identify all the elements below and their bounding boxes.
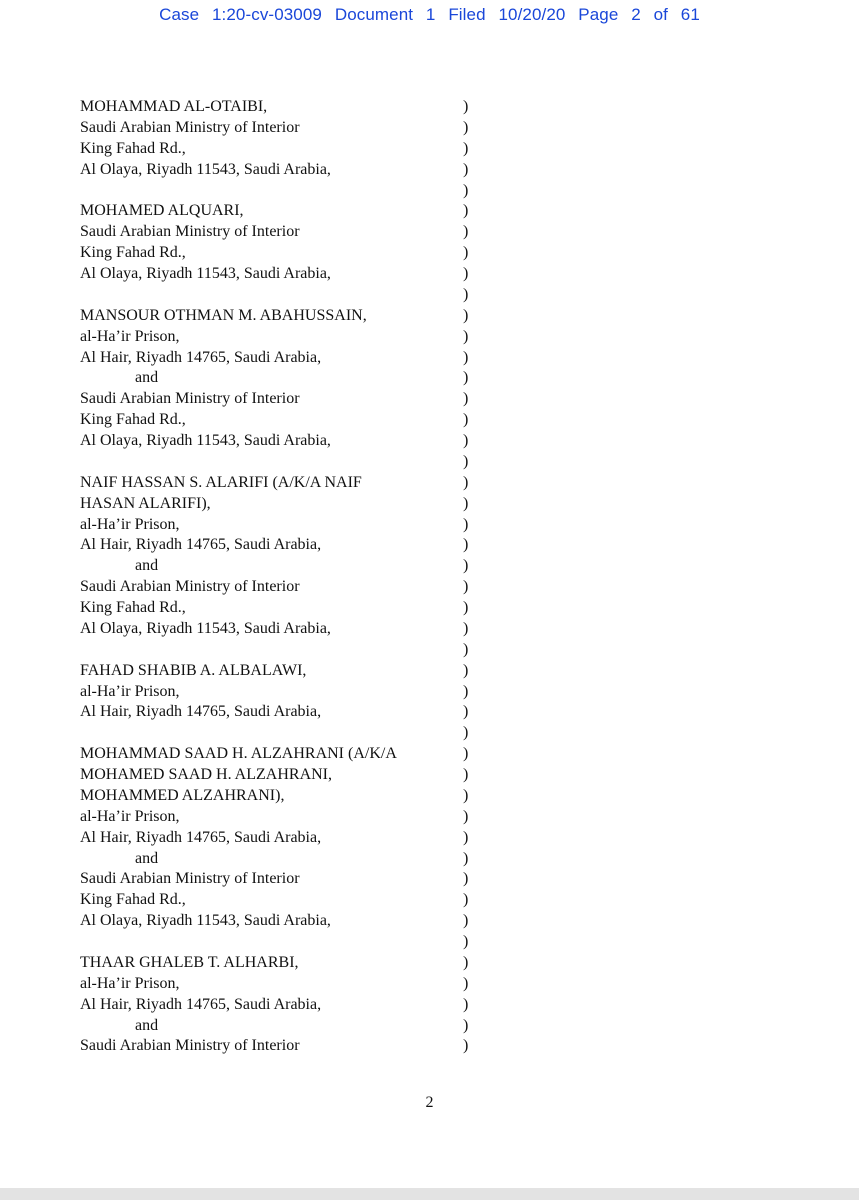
caption-line bbox=[80, 535, 469, 556]
caption-paren: ) bbox=[463, 327, 469, 345]
caption-text: al-Ha’ir Prison, bbox=[80, 974, 180, 992]
caption-text: Al Olaya, Riyadh 11543, Saudi Arabia, bbox=[80, 160, 331, 178]
caption-line bbox=[80, 974, 469, 995]
caption-text: Saudi Arabian Ministry of Interior bbox=[80, 223, 300, 241]
caption-text: al-Ha’ir Prison, bbox=[80, 327, 180, 345]
caption-line bbox=[80, 661, 469, 682]
footer-bar bbox=[0, 1188, 859, 1200]
caption-paren: ) bbox=[463, 223, 469, 241]
filed-date: Filed 10/20/20 bbox=[448, 5, 566, 24]
caption-line bbox=[80, 1016, 469, 1037]
caption-line bbox=[80, 765, 469, 786]
caption-text: MOHAMED SAAD H. ALZAHRANI, bbox=[80, 766, 332, 783]
caption-text: and bbox=[135, 1016, 159, 1034]
caption-line bbox=[80, 723, 469, 744]
caption-line bbox=[80, 264, 469, 285]
caption-text: King Fahad Rd., bbox=[80, 891, 186, 909]
caption-paren: ) bbox=[463, 870, 469, 888]
caption-text: MANSOUR OTHMAN M. ABAHUSSAIN, bbox=[80, 306, 367, 324]
caption-line bbox=[80, 556, 469, 577]
caption-paren: ) bbox=[463, 515, 469, 533]
caption-paren: ) bbox=[463, 285, 469, 303]
caption-paren: ) bbox=[463, 849, 469, 867]
caption-paren: ) bbox=[463, 578, 469, 596]
caption-line bbox=[80, 285, 469, 306]
caption-line bbox=[80, 1036, 469, 1057]
caption-paren: ) bbox=[463, 703, 469, 721]
page-number: 2 bbox=[425, 1094, 434, 1111]
caption-line bbox=[80, 201, 469, 222]
caption-text: Al Olaya, Riyadh 11543, Saudi Arabia, bbox=[80, 619, 331, 637]
caption-paren: ) bbox=[463, 181, 469, 199]
caption-paren: ) bbox=[463, 724, 469, 742]
caption-line bbox=[80, 515, 469, 536]
caption-paren: ) bbox=[463, 953, 469, 971]
caption-text: Al Olaya, Riyadh 11543, Saudi Arabia, bbox=[80, 912, 331, 930]
caption-text: King Fahad Rd., bbox=[80, 411, 186, 429]
caption-paren: ) bbox=[463, 160, 469, 178]
caption-line bbox=[80, 327, 469, 348]
caption-line bbox=[80, 598, 469, 619]
caption-text: and bbox=[135, 849, 159, 867]
caption-text: al-Ha’ir Prison, bbox=[80, 682, 180, 700]
caption-paren: ) bbox=[463, 244, 469, 262]
caption-paren: ) bbox=[463, 912, 469, 930]
caption-paren: ) bbox=[463, 933, 469, 950]
caption-paren: ) bbox=[463, 306, 469, 324]
caption-paren: ) bbox=[463, 536, 469, 554]
caption-line bbox=[80, 953, 469, 974]
caption-paren: ) bbox=[463, 390, 469, 408]
caption-line bbox=[80, 494, 469, 515]
caption-text: HASAN ALARIFI), bbox=[80, 494, 211, 512]
caption-paren: ) bbox=[463, 682, 469, 700]
caption-text: MOHAMMAD AL-OTAIBI, bbox=[80, 98, 268, 115]
caption-paren: ) bbox=[463, 118, 469, 136]
caption-paren: ) bbox=[463, 1037, 469, 1055]
caption-paren: ) bbox=[463, 640, 469, 658]
caption-paren: ) bbox=[463, 995, 469, 1013]
caption-text: Saudi Arabian Ministry of Interior bbox=[80, 870, 300, 888]
caption-text: Al Olaya, Riyadh 11543, Saudi Arabia, bbox=[80, 432, 331, 449]
caption-line bbox=[80, 890, 469, 911]
caption-paren: ) bbox=[463, 599, 469, 616]
caption-text: al-Ha’ir Prison, bbox=[80, 807, 180, 825]
caption-paren: ) bbox=[463, 369, 469, 387]
caption-line bbox=[80, 348, 469, 369]
caption-line bbox=[80, 473, 469, 494]
caption-line bbox=[80, 368, 469, 389]
caption-paren: ) bbox=[463, 661, 469, 679]
caption-text: NAIF HASSAN S. ALARIFI (A/K/A NAIF bbox=[80, 473, 362, 491]
caption-body bbox=[80, 97, 469, 1057]
caption-text: Al Hair, Riyadh 14765, Saudi Arabia, bbox=[80, 995, 322, 1013]
caption-line bbox=[80, 452, 469, 473]
caption-paren: ) bbox=[463, 557, 469, 575]
caption-paren: ) bbox=[463, 265, 469, 282]
caption-line bbox=[80, 619, 469, 640]
caption-text: MOHAMMAD SAAD H. ALZAHRANI (A/K/A bbox=[80, 745, 397, 763]
caption-line bbox=[80, 640, 469, 661]
caption-text: Saudi Arabian Ministry of Interior bbox=[80, 578, 300, 596]
caption-line bbox=[80, 849, 469, 870]
caption-line bbox=[80, 702, 469, 723]
caption-text: King Fahad Rd., bbox=[80, 244, 186, 262]
caption-text: King Fahad Rd., bbox=[80, 599, 186, 616]
caption-paren: ) bbox=[463, 619, 469, 637]
caption-text: King Fahad Rd., bbox=[80, 139, 186, 157]
caption-text: Saudi Arabian Ministry of Interior bbox=[80, 118, 300, 136]
caption-line bbox=[80, 786, 469, 807]
caption-line bbox=[80, 222, 469, 243]
caption-text: and bbox=[135, 369, 159, 387]
caption-line bbox=[80, 911, 469, 932]
caption-paren: ) bbox=[463, 494, 469, 512]
caption-paren: ) bbox=[463, 348, 469, 366]
caption-paren: ) bbox=[463, 786, 469, 804]
caption-paren: ) bbox=[463, 1016, 469, 1034]
caption-line bbox=[80, 932, 469, 953]
caption-text: Al Olaya, Riyadh 11543, Saudi Arabia, bbox=[80, 265, 331, 282]
caption-line bbox=[80, 97, 469, 118]
caption-text: THAAR GHALEB T. ALHARBI, bbox=[80, 953, 299, 971]
caption-text: Al Hair, Riyadh 14765, Saudi Arabia, bbox=[80, 703, 322, 721]
document-number: Document 1 bbox=[334, 5, 436, 24]
caption-text: MOHAMED ALQUARI, bbox=[80, 202, 244, 220]
caption-line bbox=[80, 869, 469, 890]
caption-paren: ) bbox=[463, 432, 469, 449]
caption-line bbox=[80, 306, 469, 327]
caption-line bbox=[80, 577, 469, 598]
page-indicator: Page 2 of 61 bbox=[578, 5, 700, 24]
caption-paren: ) bbox=[463, 473, 469, 491]
caption-paren: ) bbox=[463, 452, 469, 470]
caption-text: MOHAMMED ALZAHRANI), bbox=[80, 786, 285, 804]
caption-paren: ) bbox=[463, 745, 469, 763]
caption-text: and bbox=[135, 557, 159, 575]
caption-line bbox=[80, 431, 469, 452]
caption-paren: ) bbox=[463, 139, 469, 157]
caption-line bbox=[80, 744, 469, 765]
caption-line bbox=[80, 807, 469, 828]
caption-paren: ) bbox=[463, 807, 469, 825]
caption-text: FAHAD SHABIB A. ALBALAWI, bbox=[80, 661, 307, 679]
caption-line bbox=[80, 389, 469, 410]
case-header bbox=[0, 5, 859, 25]
caption-line bbox=[80, 118, 469, 139]
caption-text: Al Hair, Riyadh 14765, Saudi Arabia, bbox=[80, 536, 322, 554]
caption-paren: ) bbox=[463, 974, 469, 992]
caption-paren: ) bbox=[463, 411, 469, 429]
caption-paren: ) bbox=[463, 828, 469, 846]
caption-line bbox=[80, 243, 469, 264]
caption-line bbox=[80, 828, 469, 849]
case-number: Case 1:20-cv-03009 bbox=[159, 5, 322, 24]
caption-text: Al Hair, Riyadh 14765, Saudi Arabia, bbox=[80, 828, 322, 846]
caption-paren: ) bbox=[463, 98, 469, 115]
caption-line bbox=[80, 410, 469, 431]
caption-text: Saudi Arabian Ministry of Interior bbox=[80, 390, 300, 408]
caption-text: al-Ha’ir Prison, bbox=[80, 515, 180, 533]
caption-line bbox=[80, 160, 469, 181]
caption-text: Al Hair, Riyadh 14765, Saudi Arabia, bbox=[80, 348, 322, 366]
caption-line bbox=[80, 139, 469, 160]
caption-paren: ) bbox=[463, 202, 469, 220]
caption-paren: ) bbox=[463, 766, 469, 783]
caption-paren: ) bbox=[463, 891, 469, 909]
caption-line bbox=[80, 995, 469, 1016]
caption-text: Saudi Arabian Ministry of Interior bbox=[80, 1037, 300, 1055]
caption-line bbox=[80, 682, 469, 703]
caption-line bbox=[80, 181, 469, 202]
